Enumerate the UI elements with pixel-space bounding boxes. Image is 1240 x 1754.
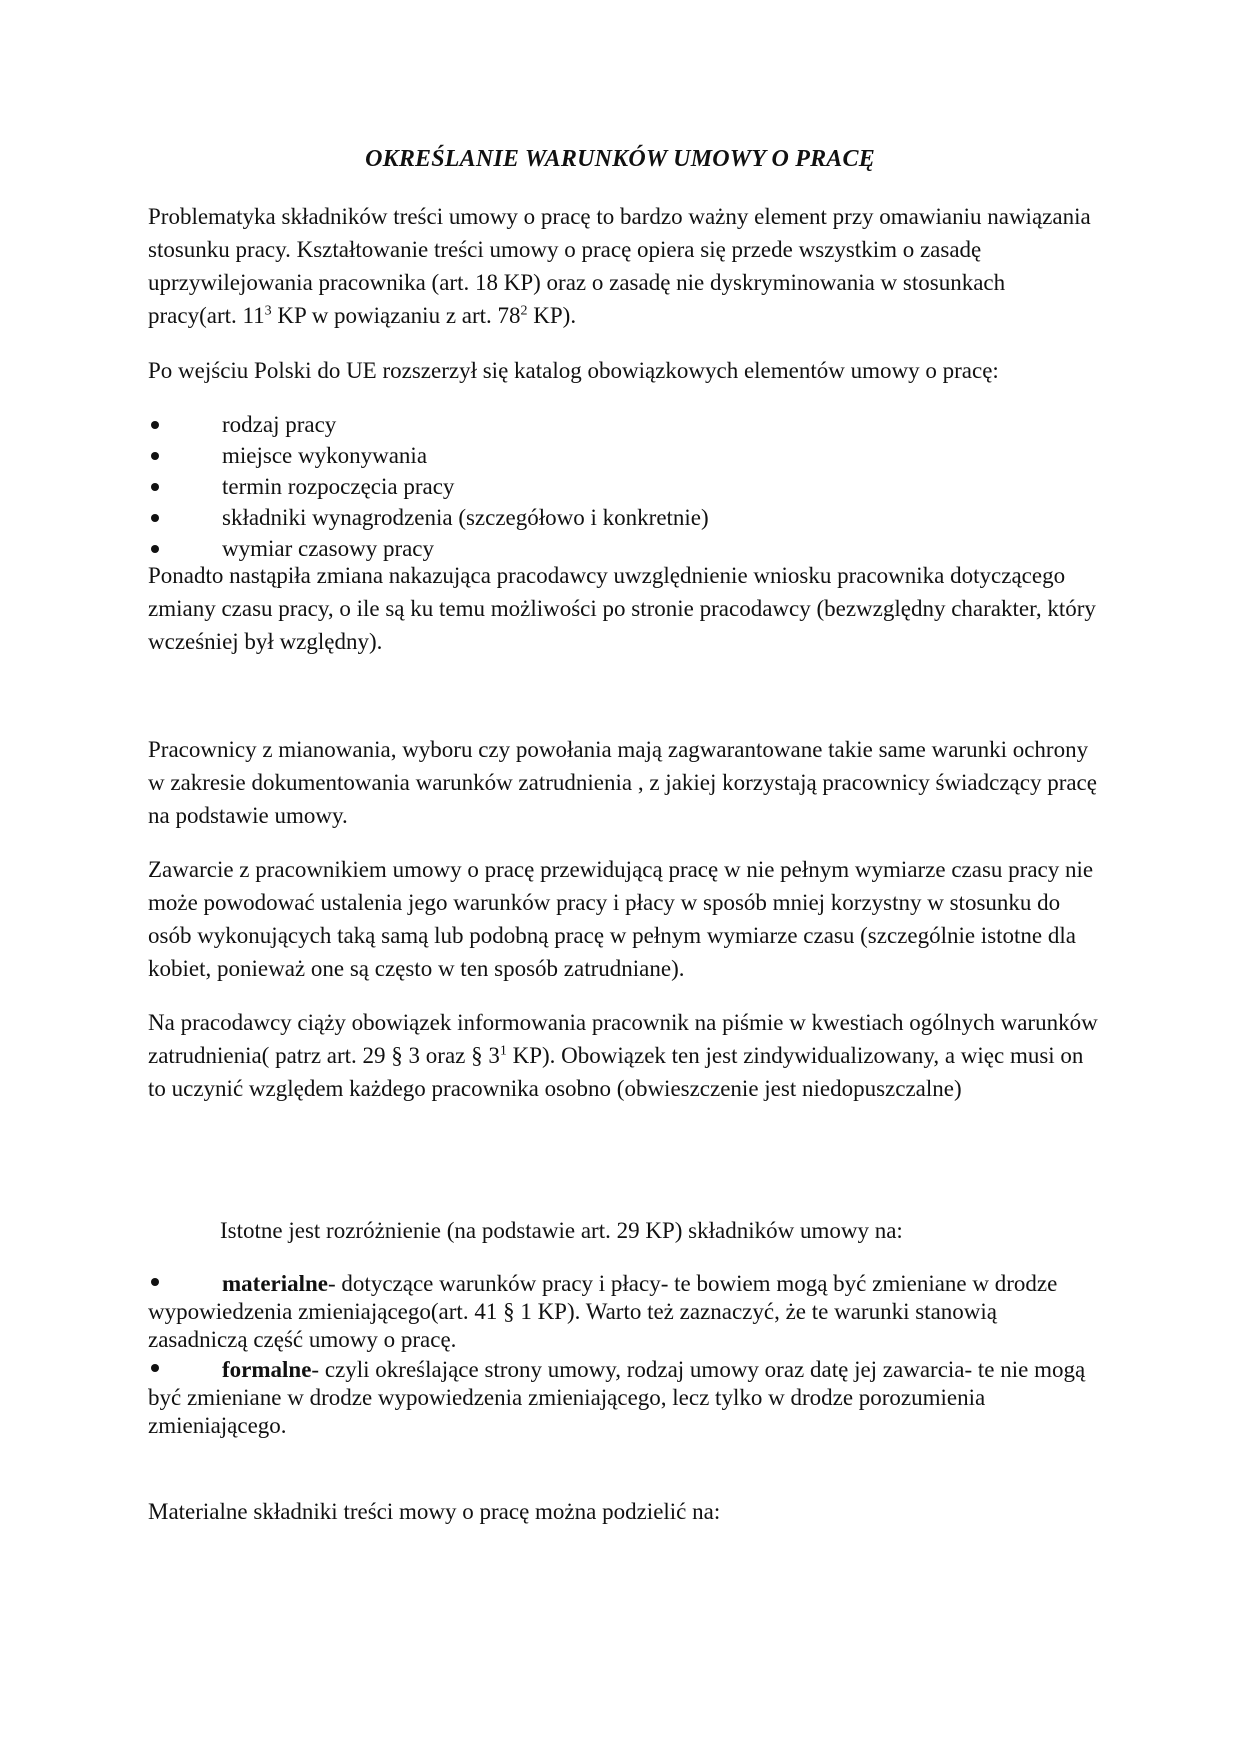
term-formal-description: - czyli określające strony umowy, rodzaj umowy oraz datę jej zawarcia- te nie mogą być zmieniane w drodze wypowiedzenia zmieniającego, lecz tylko w drodze porozumienia zmieniającego. <box>148 1357 1086 1438</box>
term-formal: formalne <box>222 1357 312 1382</box>
paragraph-employer-duty-end: KP). Obowiązek ten jest zindywidualizowany, a więc musi on to uczynić względem każdego pracownika osobno (obwieszczenie jest niedopuszczalne) <box>148 1043 1084 1101</box>
document-title: OKREŚLANIE WARUNKÓW UMOWY O PRACĘ <box>365 146 875 172</box>
paragraph-intro-end: KP). <box>527 303 577 328</box>
item-material-components <box>148 1270 1098 1354</box>
paragraph-intro-text: Problematyka składników treści umowy o pracę to bardzo ważny element przy omawianiu nawiązania stosunku pracy. Kształtowanie treści umowy o pracę opiera się przede wszystkim o zasadę uprzywilejowania pracownika (art. 18 KP) oraz o zasadę nie dyskryminowania w stosunkach pracy(art. 11 <box>148 204 1091 328</box>
paragraph-employer-duty-text: Na pracodawcy ciąży obowiązek informowania pracownik na piśmie w kwestiach ogólnych warunków zatrudnienia( patrz art. 29 § 3 oraz § 3 <box>148 1010 1098 1068</box>
superscript-art-78: 2 <box>520 303 528 319</box>
item-formal-components <box>148 1356 1098 1440</box>
term-material: materialne <box>222 1271 329 1296</box>
paragraph-working-time: Ponadto nastąpiła zmiana nakazująca pracodawcy uwzględnienie wniosku pracownika dotyczącego zmiany czasu pracy, o ile są ku temu możliwości po stronie pracodawcy (bezwzględny charakter, który wcześniej był względny). <box>148 563 1096 654</box>
paragraph-intro-middle: KP w powiązaniu z art. 78 <box>271 303 521 328</box>
list-item: składniki wynagrodzenia (szczegółowo i konkretnie) <box>222 505 709 530</box>
bullet-icon <box>148 1271 222 1291</box>
list-item: wymiar czasowy pracy <box>222 536 435 561</box>
list-item: miejsce wykonywania <box>222 443 428 468</box>
paragraph-distinction: Istotne jest rozróżnienie (na podstawie art. 29 KP) składników umowy na: <box>220 1218 903 1243</box>
paragraph-employer-duty <box>148 1006 1098 1105</box>
mandatory-elements-list <box>148 409 1098 564</box>
paragraph-part-time: Zawarcie z pracownikiem umowy o pracę przewidującą pracę w nie pełnym wymiarze czasu pracy nie może powodować ustalenia jego warunków pracy i płacy w sposób mniej korzystny w stosunku do osób wykonujących taką samą lub podobną pracę w pełnym wymiarze czasu (szczególnie istotne dla kobiet, ponieważ one są często w ten sposób zatrudniane). <box>148 857 1094 981</box>
list-item: termin rozpoczęcia pracy <box>222 474 455 499</box>
superscript-para-3: 1 <box>499 1043 507 1059</box>
paragraph-appointed-workers: Pracownicy z mianowania, wyboru czy powołania mają zagwarantowane takie same warunki ochrony w zakresie dokumentowania warunków zatrudnienia , z jakiej korzystają pracownicy świadczący pracę na podstawie umowy. <box>148 737 1097 828</box>
paragraph-intro <box>148 200 1098 332</box>
paragraph-eu-catalog: Po wejściu Polski do UE rozszerzył się katalog obowiązkowych elementów umowy o pracę: <box>148 358 999 383</box>
bullet-icon <box>148 1357 222 1377</box>
superscript-art-11: 3 <box>264 303 272 319</box>
paragraph-material-division: Materialne składniki treści mowy o pracę można podzielić na: <box>148 1499 721 1524</box>
list-item: rodzaj pracy <box>222 412 337 437</box>
term-material-description: - dotyczące warunków pracy i płacy- te bowiem mogą być zmieniane w drodze wypowiedzenia zmieniającego(art. 41 § 1 KP). Warto też zaznaczyć, że te warunki stanowią zasadniczą część umowy o pracę. <box>148 1271 1058 1352</box>
